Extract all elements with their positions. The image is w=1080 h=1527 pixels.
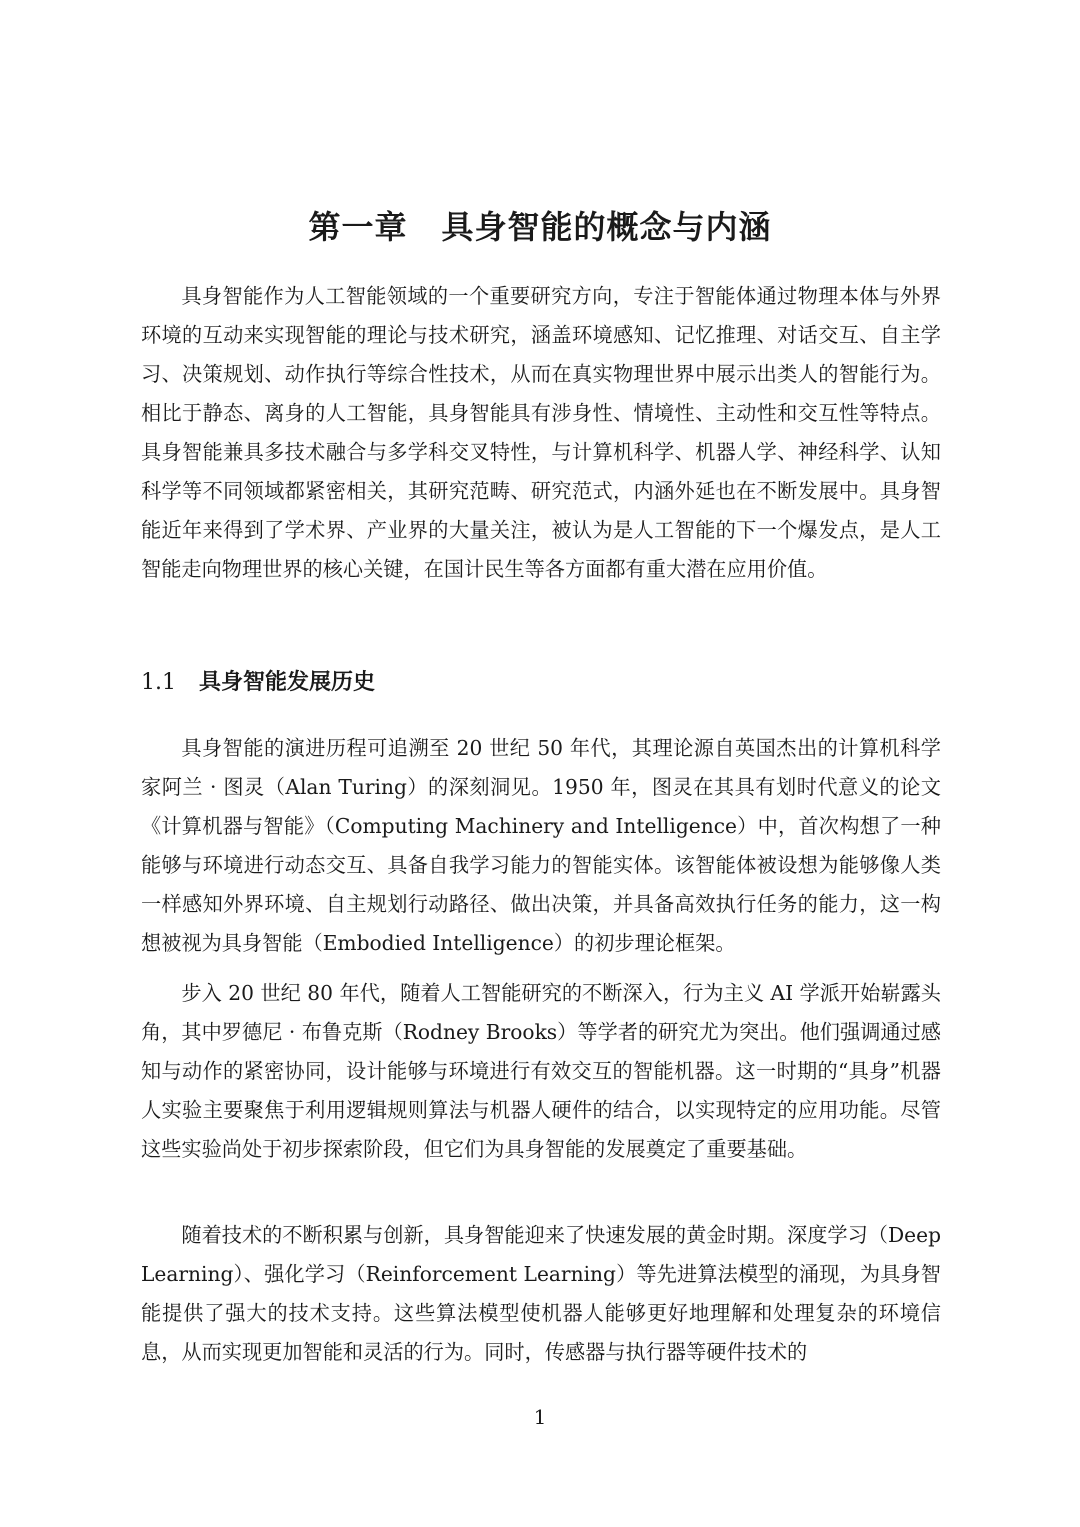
page-number: 1 (533, 1405, 547, 1429)
history-paragraph-3: 随着技术的不断积累与创新，具身智能迎来了快速发展的黄金时期。深度学习（Deep Learning）、强化学习（Reinforcement Learning）等先进算法模型的涌现，为具身智能提供了强大的技术支持。这些算法模型使机器人能够更好地理解和处理复杂的环境信息，从而实现更加智能和灵活的行为。同时，传感器与执行器等硬件技术的 (141, 1223, 941, 1364)
section-title: 具身智能发展历史 (199, 670, 376, 695)
chapter-number-label: 第一章 (308, 208, 408, 246)
chapter-title (0, 203, 1080, 251)
history-paragraph-2: 步入 20 世纪 80 年代，随着人工智能研究的不断深入，行为主义 AI 学派开始崭露头角，其中罗德尼 · 布鲁克斯（Rodney Brooks）等学者的研究尤为突出。他们强调通过感知与动作的紧密协同，设计能够与环境进行有效交互的智能机器。这一时期的“具身”机器人实验主要聚焦于利用逻辑规则算法与机器人硬件的结合，以实现特定的应用功能。尽管这些实验尚处于初步探索阶段，但它们为具身智能的发展奠定了重要基础。 (141, 981, 941, 1161)
section-number: 1.1 (141, 670, 176, 695)
chapter-title-text: 具身智能的概念与内涵 (441, 208, 772, 246)
history-paragraph-1: 具身智能的演进历程可追溯至 20 世纪 50 年代，其理论源自英国杰出的计算机科学家阿兰 · 图灵（Alan Turing）的深刻洞见。1950 年，图灵在其具有划时代意义的论文《计算机器与智能》（Computing Machinery and Intelligence）中，首次构想了一种能够与环境进行动态交互、具备自我学习能力的智能实体。该智能体被设想为能够像人类一样感知外界环境、自主规划行动路径、做出决策，并具备高效执行任务的能力，这一构想被视为具身智能（Embodied Intelligence）的初步理论框架。 (141, 736, 941, 955)
intro-paragraph: 具身智能作为人工智能领域的一个重要研究方向，专注于智能体通过物理本体与外界环境的互动来实现智能的理论与技术研究，涵盖环境感知、记忆推理、对话交互、自主学习、决策规划、动作执行等综合性技术，从而在真实物理世界中展示出类人的智能行为。相比于静态、离身的人工智能，具身智能具有涉身性、情境性、主动性和交互性等特点。具身智能兼具多技术融合与多学科交叉特性，与计算机科学、机器人学、神经科学、认知科学等不同领域都紧密相关，其研究范畴、研究范式，内涵外延也在不断发展中。具身智能近年来得到了学术界、产业界的大量关注，被认为是人工智能的下一个爆发点，是人工智能走向物理世界的核心关键，在国计民生等各方面都有重大潜在应用价值。 (141, 284, 941, 581)
section-heading (141, 660, 375, 705)
